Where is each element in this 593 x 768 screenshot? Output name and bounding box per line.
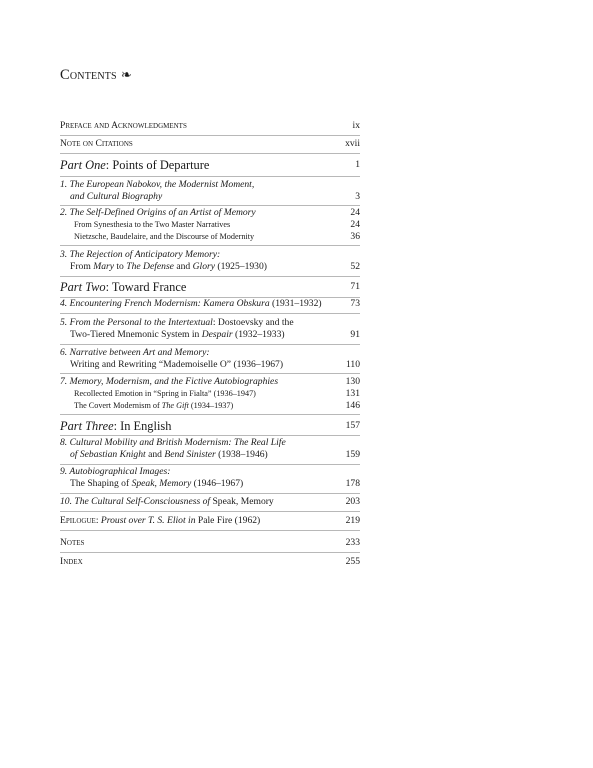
divider — [60, 493, 360, 494]
entry-title: 4. Encountering French Modernism: Kamera Obskura — [60, 298, 270, 309]
page-number: 1 — [355, 159, 360, 170]
entry-title: Index — [60, 556, 83, 567]
text-run: and — [173, 261, 193, 272]
entry-title: 8. Cultural Mobility and British Modernism: The Real Life — [60, 437, 286, 448]
toc-entry-chapter-2[interactable] — [60, 207, 360, 243]
title-run: The Gift — [161, 401, 189, 410]
subsection[interactable] — [60, 219, 360, 231]
divider — [60, 276, 360, 277]
page-number: 157 — [345, 420, 360, 431]
divider — [60, 511, 360, 512]
contents-heading — [60, 67, 132, 84]
toc-entry-chapter-4[interactable] — [60, 298, 360, 310]
subsection-title: Recollected Emotion in “Spring in Fialta” (1936–1947) — [74, 389, 256, 398]
text-run: (1938–1946) — [215, 449, 268, 460]
toc-entry-notes[interactable] — [60, 537, 360, 549]
title-run: Speak, Memory — [131, 478, 192, 489]
toc-entry-chapter-1[interactable] — [60, 179, 360, 203]
page-number: 255 — [345, 556, 360, 567]
toc-entry-chapter-3[interactable] — [60, 249, 360, 273]
title-run: Glory — [192, 261, 215, 272]
page-number: 233 — [345, 537, 360, 548]
page-number: 52 — [350, 261, 360, 272]
toc-entry-epilogue[interactable] — [60, 515, 360, 527]
text-run: (1931–1932) — [269, 298, 322, 309]
subsection[interactable] — [60, 400, 360, 412]
divider — [60, 414, 360, 415]
title-run: Bend Sinister — [164, 449, 216, 460]
divider — [60, 205, 360, 206]
toc-part-two[interactable] — [60, 279, 360, 295]
divider — [60, 245, 360, 246]
text-run: Two-Tiered Mnemonic System in — [70, 329, 202, 340]
part-title: : Points of Departure — [105, 158, 210, 172]
page-number: 24 — [350, 207, 360, 218]
page-number: 73 — [350, 298, 360, 309]
part-label: Part Two — [60, 280, 106, 294]
text-run: (1934–1937) — [188, 401, 234, 410]
fleuron-ornament-icon: ❧ — [120, 67, 132, 82]
toc-entry-chapter-8[interactable] — [60, 437, 360, 461]
divider — [60, 135, 360, 136]
page-number: 131 — [345, 388, 360, 399]
entry-title: 9. Autobiographical Images: — [60, 466, 171, 477]
text-run: : Dostoevsky and the — [212, 317, 294, 328]
part-label: Part Three — [60, 419, 114, 433]
page-number: ix — [352, 120, 360, 131]
page-number: 36 — [350, 231, 360, 242]
text-run: (1925–1930) — [215, 261, 267, 272]
entry-title: 3. The Rejection of Anticipatory Memory: — [60, 249, 221, 260]
epilogue-label: Epilogue — [60, 515, 96, 526]
page-number: 130 — [345, 376, 360, 387]
text-run: and — [145, 449, 165, 460]
page-number: 159 — [345, 449, 360, 460]
toc-entry-chapter-6[interactable] — [60, 347, 360, 371]
page-number: 110 — [345, 359, 360, 370]
toc-entry-chapter-10[interactable] — [60, 496, 360, 508]
entry-title-continued: and Cultural Biography — [70, 191, 163, 202]
divider — [60, 435, 360, 436]
part-title: : In English — [113, 419, 172, 433]
toc-entry-chapter-9[interactable] — [60, 466, 360, 490]
toc-entry-chapter-7[interactable] — [60, 376, 360, 412]
page-number: 91 — [350, 329, 360, 340]
text-run: The Shaping of — [70, 478, 132, 489]
part-label: Part One — [60, 158, 106, 172]
page-number: xvii — [345, 138, 360, 149]
text-run: The Covert Modernism of — [74, 401, 162, 410]
entry-title-continued: Writing and Rewriting “Mademoiselle O” (1936–1967) — [70, 359, 284, 370]
page-number: 3 — [355, 191, 360, 202]
toc-entry-index[interactable] — [60, 556, 360, 568]
part-title: : Toward France — [105, 280, 187, 294]
toc-entry-chapter-5[interactable] — [60, 317, 360, 341]
divider — [60, 176, 360, 177]
entry-title: 6. Narrative between Art and Memory: — [60, 347, 210, 358]
toc-part-one[interactable] — [60, 157, 360, 173]
page-number: 146 — [345, 400, 360, 411]
subsection[interactable] — [60, 231, 360, 243]
subsection-title: Nietzsche, Baudelaire, and the Discourse of Modernity — [74, 232, 255, 241]
text-run: Speak, Memory — [210, 496, 274, 507]
table-of-contents — [60, 0, 360, 768]
toc-entry-preface[interactable] — [60, 120, 360, 132]
divider — [60, 153, 360, 154]
entry-title: 1. The European Nabokov, the Modernist Moment, — [60, 179, 255, 190]
page-number: 178 — [345, 478, 360, 489]
divider — [60, 552, 360, 553]
divider — [60, 313, 360, 314]
divider — [60, 464, 360, 465]
entry-title: 10. The Cultural Self-Consciousness of — [60, 496, 211, 507]
title-run: Mary — [93, 261, 114, 272]
text-run: : — [95, 515, 101, 526]
entry-title: 2. The Self-Defined Origins of an Artist of Memory — [60, 207, 256, 218]
contents-title: Contents — [60, 67, 117, 83]
text-run: (1962) — [232, 515, 261, 526]
entry-title: Notes — [60, 537, 85, 548]
entry-title: Note on Citations — [60, 138, 133, 149]
page-number: 203 — [345, 496, 360, 507]
title-run: of Sebastian Knight — [70, 449, 146, 460]
toc-part-three[interactable] — [60, 418, 360, 434]
text-run: (1932–1933) — [232, 329, 285, 340]
entry-title: Preface and Acknowledgments — [60, 120, 187, 131]
toc-entry-note-on-citations[interactable] — [60, 138, 360, 150]
page-number: 24 — [350, 219, 360, 230]
page-number: 71 — [350, 281, 360, 292]
title-run: Despair — [201, 329, 233, 340]
divider — [60, 530, 360, 531]
divider — [60, 344, 360, 345]
subsection-title: From Synesthesia to the Two Master Narratives — [74, 220, 231, 229]
entry-title: 5. From the Personal to the Intertextual — [60, 317, 213, 328]
subsection[interactable] — [60, 388, 360, 400]
divider — [60, 373, 360, 374]
text-run: to — [113, 261, 127, 272]
text-run: (1946–1967) — [191, 478, 244, 489]
text-run: Pale Fire — [195, 515, 233, 526]
title-run: Proust over T. S. Eliot in — [100, 515, 196, 526]
page-number: 219 — [345, 515, 360, 526]
text-run: From — [70, 261, 94, 272]
title-run: The Defense — [126, 261, 174, 272]
entry-title: 7. Memory, Modernism, and the Fictive Autobiographies — [60, 376, 279, 387]
